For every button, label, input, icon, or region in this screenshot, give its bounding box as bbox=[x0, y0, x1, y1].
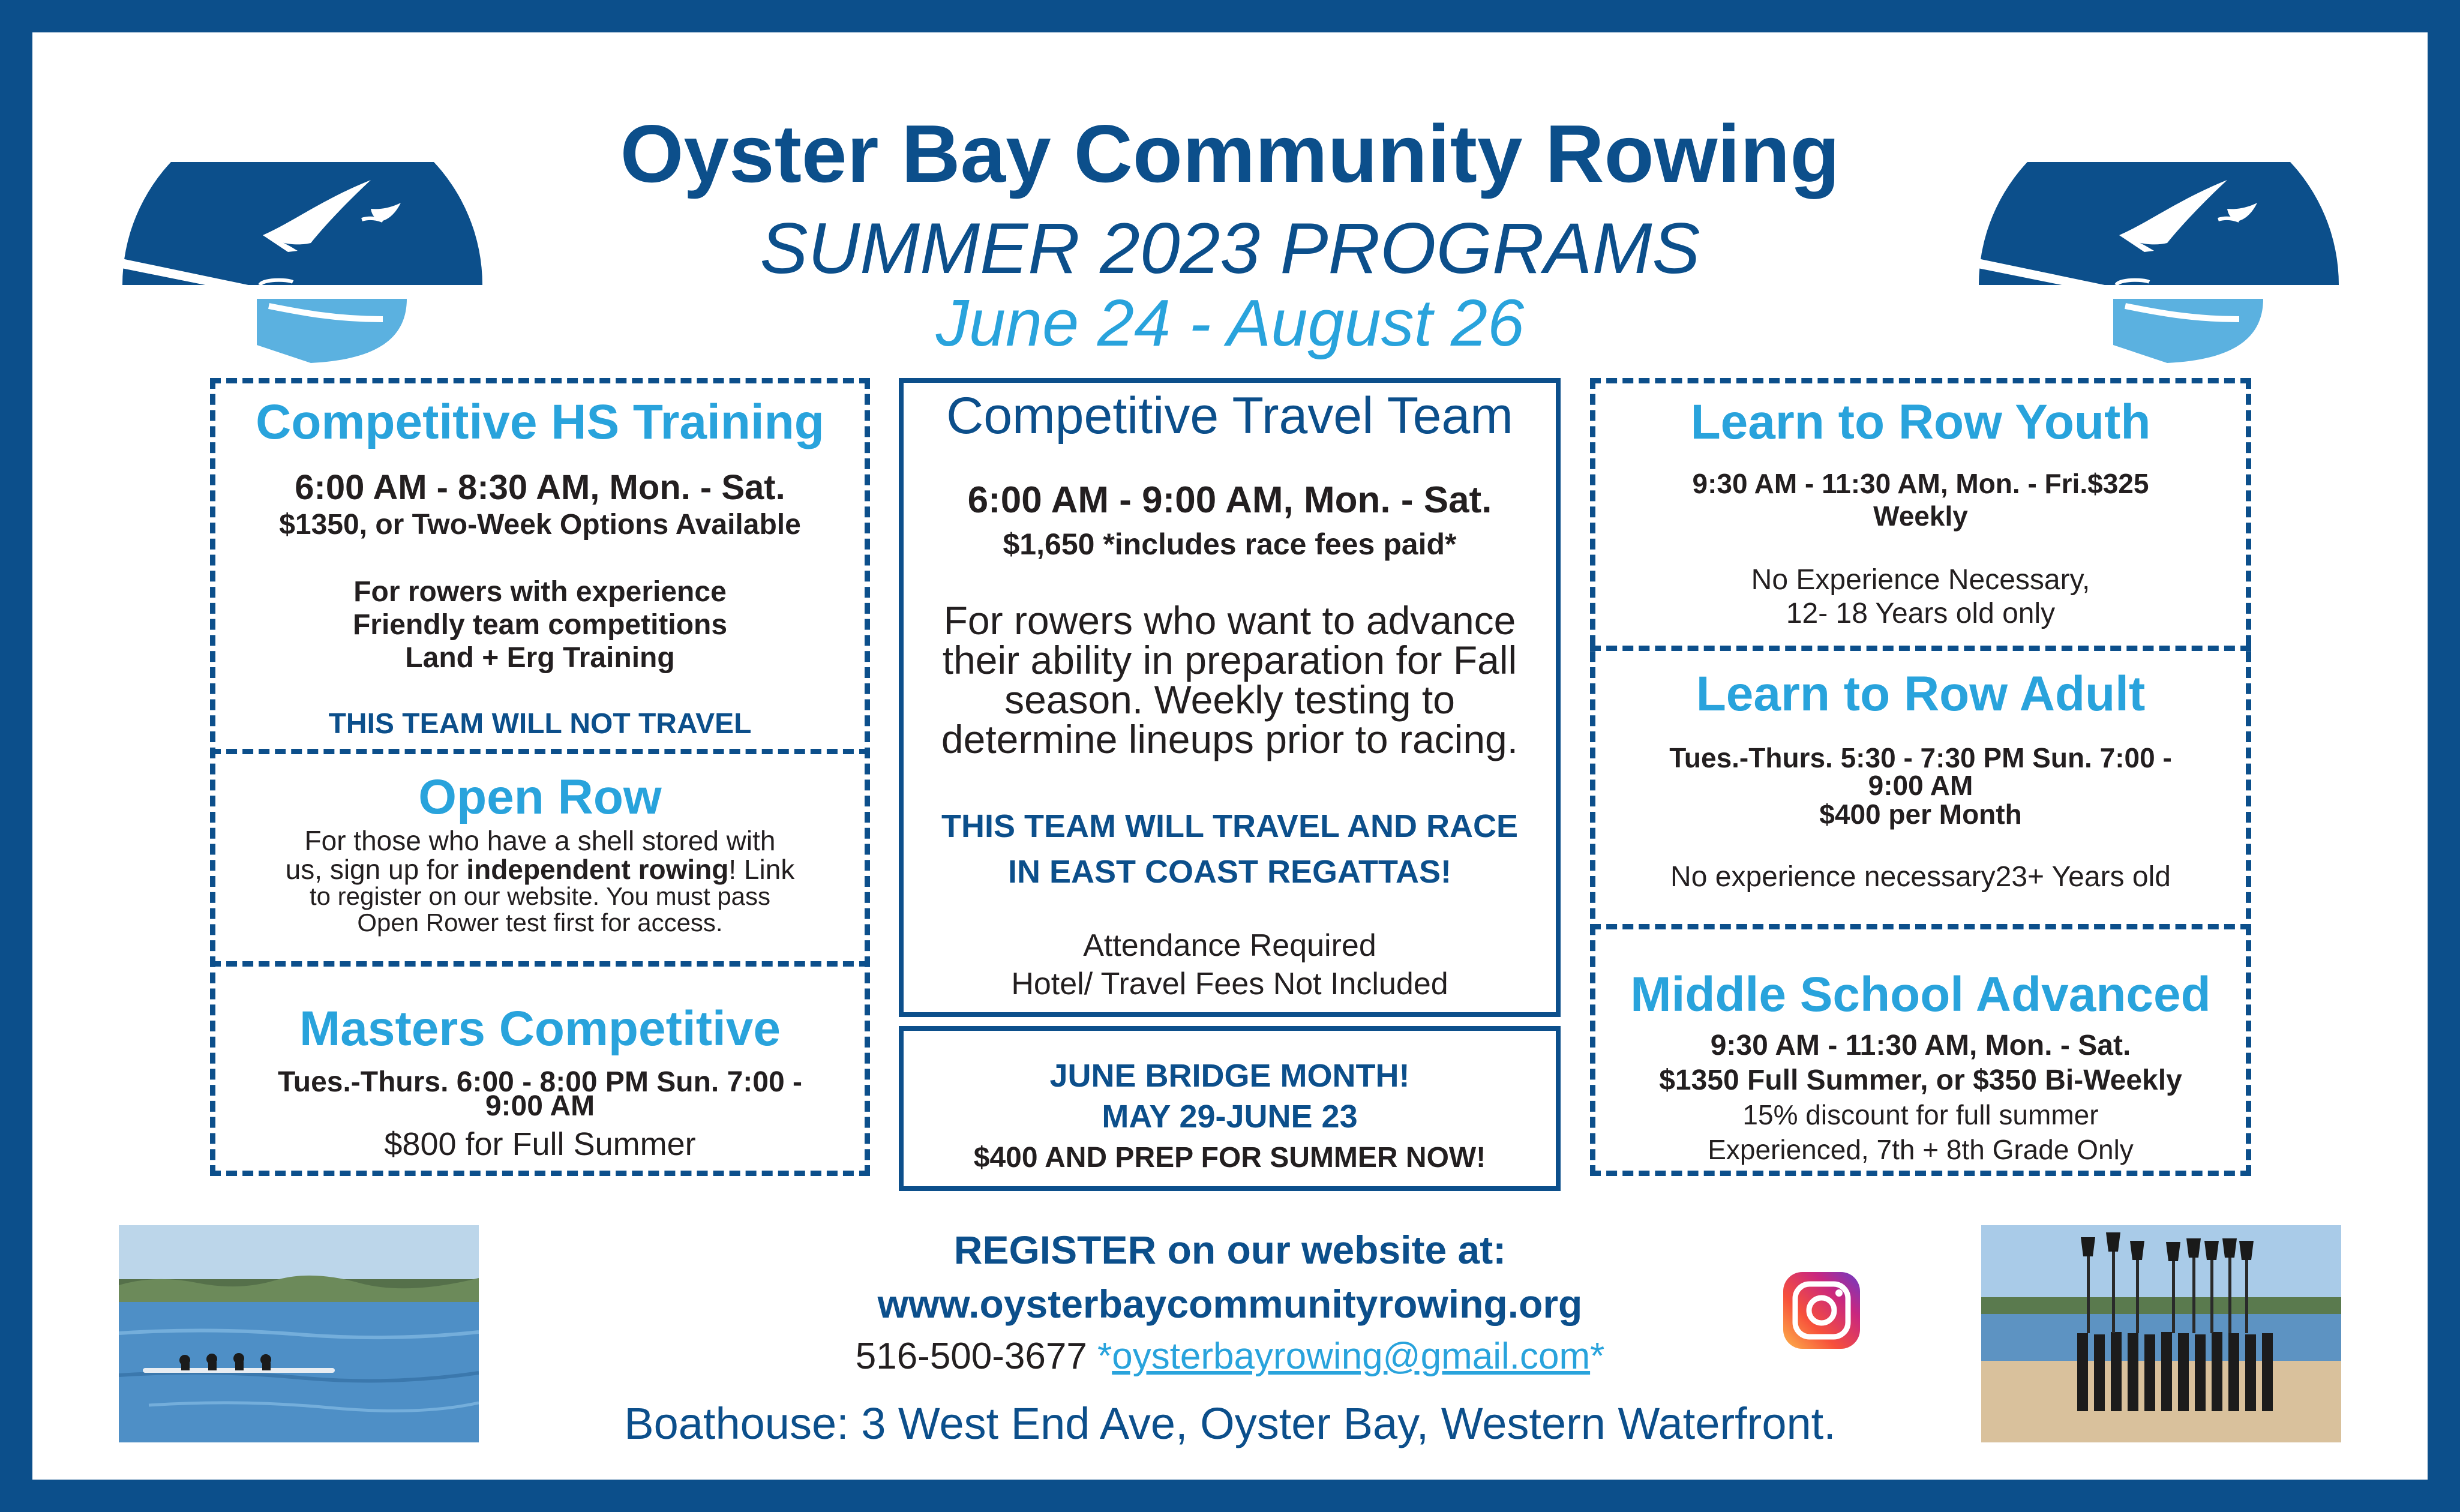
ltr-adult-line: Tues.-Thurs. 5:30 - 7:30 PM Sun. 7:00 - bbox=[1669, 742, 2172, 773]
open-row-line: Open Rower test first for access. bbox=[357, 908, 723, 937]
team-beach-photo bbox=[1981, 1225, 2341, 1442]
instagram-icon[interactable] bbox=[1782, 1271, 1861, 1350]
travel-team-box bbox=[899, 378, 1561, 1017]
rowing-logo-icon bbox=[119, 162, 486, 378]
middle-school-line: $1350 Full Summer, or $350 Bi-Weekly bbox=[1659, 1064, 2182, 1096]
travel-team-note: THIS TEAM WILL TRAVEL AND RACE bbox=[941, 808, 1518, 844]
bridge-line: $400 AND PREP FOR SUMMER NOW! bbox=[973, 1142, 1486, 1174]
travel-team-desc: determine lineups prior to racing. bbox=[941, 717, 1519, 761]
phone-number: 516-500-3677 bbox=[855, 1336, 1098, 1377]
ltr-youth-line: No Experience Necessary, bbox=[1751, 564, 2090, 596]
middle-school-section bbox=[1595, 933, 2246, 1173]
middle-school-line: 9:30 AM - 11:30 AM, Mon. - Sat. bbox=[1710, 1030, 2131, 1061]
divider bbox=[1590, 924, 2251, 929]
middle-school-line: Experienced, 7th + 8th Grade Only bbox=[1708, 1134, 2134, 1165]
email-link[interactable]: oysterbayrowing@gmail.com bbox=[1112, 1336, 1591, 1377]
program-dates: June 24 - August 26 bbox=[935, 286, 1525, 360]
hs-training-line: For rowers with experience bbox=[353, 576, 727, 608]
hs-training-schedule: 6:00 AM - 8:30 AM, Mon. - Sat. bbox=[295, 468, 785, 507]
bridge-month-box bbox=[899, 1026, 1561, 1191]
ltr-adult-title: Learn to Row Adult bbox=[1696, 667, 2146, 721]
page-title: Oyster Bay Community Rowing bbox=[620, 108, 1840, 199]
travel-team-price: $1,650 *includes race fees paid* bbox=[1003, 527, 1457, 561]
divider bbox=[1590, 646, 2251, 651]
masters-title: Masters Competitive bbox=[299, 1001, 781, 1056]
hs-training-line: Friendly team competitions bbox=[352, 609, 728, 641]
page-subtitle: SUMMER 2023 PROGRAMS bbox=[760, 208, 1700, 289]
ltr-youth-line: Weekly bbox=[1873, 500, 1968, 532]
open-row-section bbox=[215, 757, 865, 955]
boathouse-address: Boathouse: 3 West End Ave, Oyster Bay, Western Waterfront. bbox=[624, 1399, 1836, 1448]
ltr-youth-title: Learn to Row Youth bbox=[1690, 395, 2151, 449]
open-row-title: Open Row bbox=[418, 770, 662, 824]
contact-line: 516-500-3677 *oysterbayrowing@gmail.com* bbox=[855, 1336, 1605, 1377]
masters-schedule: 9:00 AM bbox=[485, 1090, 595, 1122]
ltr-youth-line: 12- 18 Years old only bbox=[1786, 598, 2056, 629]
travel-team-title: Competitive Travel Team bbox=[946, 387, 1513, 445]
ltr-adult-line: No experience necessary23+ Years old bbox=[1670, 861, 2171, 893]
middle-school-line: 15% discount for full summer bbox=[1742, 1099, 2099, 1130]
travel-team-desc: season. Weekly testing to bbox=[1004, 677, 1455, 722]
travel-team-desc: their ability in preparation for Fall bbox=[942, 638, 1517, 682]
ltr-adult-section bbox=[1595, 654, 2246, 918]
middle-school-title: Middle School Advanced bbox=[1630, 967, 2211, 1022]
bridge-line: MAY 29-JUNE 23 bbox=[1102, 1099, 1358, 1135]
ltr-adult-line: $400 per Month bbox=[1819, 799, 2022, 830]
hs-training-price: $1350, or Two-Week Options Available bbox=[279, 509, 801, 541]
masters-price: $800 for Full Summer bbox=[384, 1126, 696, 1162]
rowing-logo-icon bbox=[1975, 162, 2342, 378]
travel-team-line: Attendance Required bbox=[1083, 928, 1376, 963]
masters-section bbox=[215, 970, 865, 1174]
travel-team-schedule: 6:00 AM - 9:00 AM, Mon. - Sat. bbox=[967, 479, 1492, 521]
ltr-adult-line: 9:00 AM bbox=[1868, 770, 1973, 801]
ltr-youth-line: 9:30 AM - 11:30 AM, Mon. - Fri.$325 bbox=[1692, 468, 2149, 499]
divider bbox=[210, 749, 870, 754]
travel-team-note: IN EAST COAST REGATTAS! bbox=[1008, 854, 1451, 890]
divider bbox=[210, 961, 870, 967]
travel-team-line: Hotel/ Travel Fees Not Included bbox=[1011, 967, 1448, 1001]
website-link[interactable]: www.oysterbaycommunityrowing.org bbox=[877, 1282, 1583, 1326]
rowing-lake-photo bbox=[119, 1225, 479, 1442]
hs-training-line: Land + Erg Training bbox=[405, 642, 675, 674]
open-row-line: For those who have a shell stored with bbox=[304, 825, 776, 856]
bridge-line: JUNE BRIDGE MONTH! bbox=[1049, 1058, 1410, 1094]
hs-training-title: Competitive HS Training bbox=[256, 395, 824, 449]
open-row-line: to register on our website. You must pass bbox=[309, 882, 771, 910]
travel-team-desc: For rowers who want to advance bbox=[943, 598, 1516, 643]
masters-schedule: Tues.-Thurs. 6:00 - 8:00 PM Sun. 7:00 - bbox=[278, 1066, 802, 1098]
hs-training-note: THIS TEAM WILL NOT TRAVEL bbox=[328, 708, 752, 740]
open-row-line: us, sign up for independent rowing! Link bbox=[285, 854, 795, 885]
register-heading: REGISTER on our website at: bbox=[953, 1228, 1507, 1272]
